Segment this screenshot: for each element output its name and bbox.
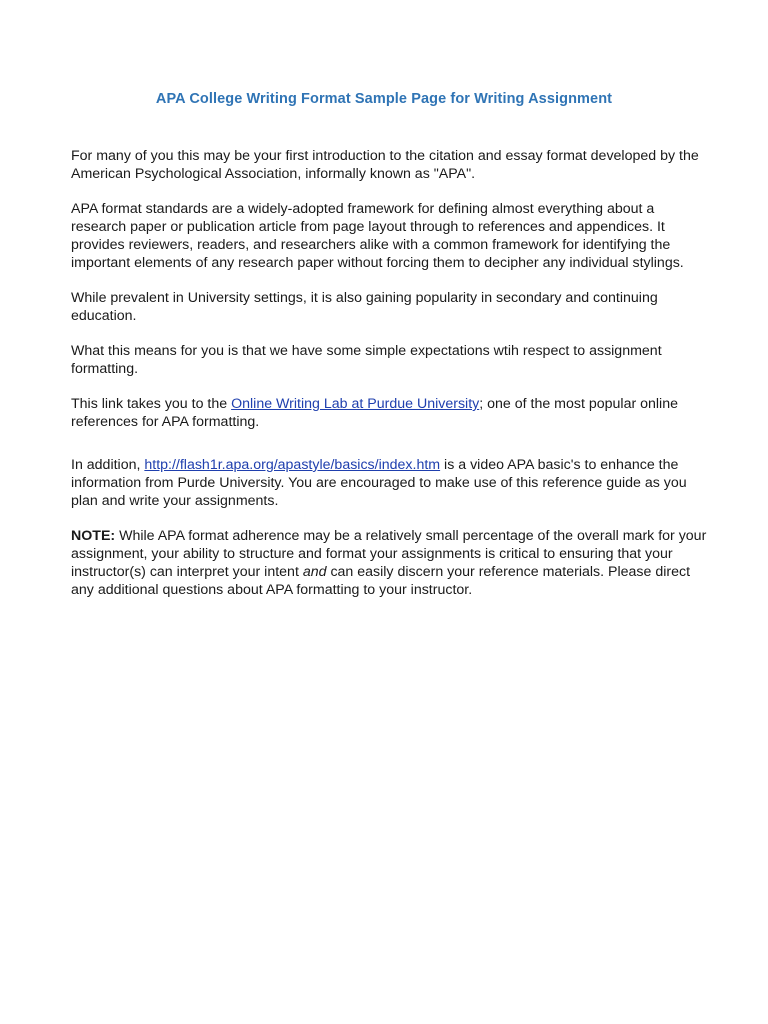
paragraph-purdue-link xyxy=(71,395,711,431)
document-title: APA College Writing Format Sample Page for Writing Assignment xyxy=(155,91,613,107)
document-body xyxy=(71,147,711,616)
paragraph-expectations: What this means for you is that we have some simple expectations wtih respect to assignment formatting. xyxy=(71,343,662,377)
paragraph-intro: For many of you this may be your first introduction to the citation and essay format developed by the American Psychological Association, informally known as "APA". xyxy=(71,148,699,182)
paragraph-prevalence: While prevalent in University settings, it is also gaining popularity in secondary and continuing education. xyxy=(71,290,658,324)
paragraph-apa-standards: APA format standards are a widely-adopted framework for defining almost everything about a research paper or publication article from page layout through to references and appendices. It provides reviewers, readers, and researchers alike with a common framework for identifying the important elements of any research paper without forcing them to decipher any individual stylings. xyxy=(71,201,684,271)
video-text-after: is a video APA basic's to enhance the information from Purde University. You are encouraged to make use of this reference guide as you plan and write your assignments. xyxy=(71,457,687,509)
note-text-after: can easily discern your reference materials. Please direct any additional questions about APA formatting to your instructor. xyxy=(71,564,691,598)
paragraph-note xyxy=(71,527,711,599)
note-text-before: While APA format adherence may be a relatively small percentage of the overall mark for your assignment, your ability to structure and format your assignments is critical to ensuring that your instructor(s) can interpret your intent xyxy=(71,528,707,580)
paragraph-video-link xyxy=(71,456,711,510)
note-emphasis: and xyxy=(302,564,327,580)
video-text-before: In addition, xyxy=(71,457,145,473)
apa-video-link[interactable]: http://flash1r.apa.org/apastyle/basics/index.htm xyxy=(144,457,441,473)
purdue-text-before: This link takes you to the xyxy=(71,396,232,412)
note-label: NOTE: xyxy=(71,528,116,544)
purdue-text-after: ; one of the most popular online references for APA formatting. xyxy=(71,396,678,430)
purdue-owl-link[interactable]: Online Writing Lab at Purdue University xyxy=(231,396,480,412)
